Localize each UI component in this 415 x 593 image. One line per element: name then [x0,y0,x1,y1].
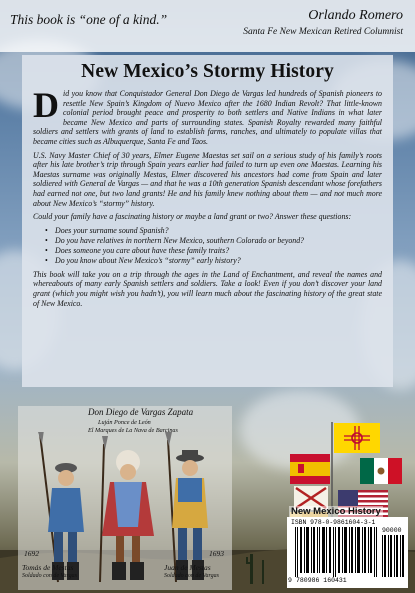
page-title: New Mexico’s Stormy History [81,61,334,82]
barcode-lead-digit: 9 [288,577,292,584]
quote-author-role: Santa Fe New Mexican Retired Columnist [243,27,403,37]
paragraph-closing: This book will take you on a trip through the ages in the Land of Enchantment, and reveal the names and whereabouts of many early Spanish settlers and soldiers. Take a look! Even if you don’t discover your land grant (which you might wish you hadn’t), you will learn much about the fascinating history of the great state of New Mexico. [33,269,382,308]
brand-label: New Mexico History [291,506,381,517]
figure-right-role: Soldado con de Vargas [164,573,219,579]
isbn-text: ISBN 978-0-9861604-3-1 [291,519,376,526]
barcode [287,517,408,588]
list-item: • Do you know about New Mexico’s “stormy” early history? [45,256,382,266]
question-list [45,226,382,266]
list-item: • Does someone you care about have these family traits? [45,246,382,256]
new-mexico-flag-icon [334,423,380,453]
drop-cap: D [33,85,59,125]
quote-text: This book is “one of a kind.” [10,12,168,27]
figure-right-name: Juan de Mestas [164,563,211,572]
figure-center-name: Don Diego de Vargas Zapata [88,407,194,417]
barcode-digits: 780986 160431 [296,577,347,584]
paragraph-story: U.S. Navy Master Chief of 30 years, Elmer Eugene Maestas set sail on a serious study of his family’s roots after his late brother’s trip through Spain years earlier had failed to turn up even one Maestas. Learning his Maestas surname was originally Mestas, Elmer discovered his ancestors had come from Spain and later soldiered with General de Vargas — and that he was a 10th generation Spanish descendant whose forefathers had earned not one, but two land grants! He and his family knew nothing about them — and not much more about New Mexico’s “stormy” history. [33,150,382,208]
figure-center-title: El Marques de La Nava de Barcinas [88,427,178,434]
figure-left-year: 1692 [24,549,39,558]
list-item: • Do you have relatives in northern New Mexico, southern Colorado or beyond? [45,236,382,246]
mexico-flag-icon [360,458,402,484]
figure-center-subtitle: Luján Ponce de León [98,419,151,426]
barcode-addon-bars-icon [382,535,404,577]
list-item: • Does your surname sound Spanish? [45,226,382,236]
paragraph-intro-text: id you know that Conquistador General Don Diego de Vargas led hundreds of Spanish pioneers to resettle New Spain’s Kingdom of Nuevo Mexico after the 1680 Indian Revolt? That little-known colonial period brought peace and prosperity to both settlers and Native Indians in what later became New Mexico and parts of surrounding states. Spanish Royalty rewarded many faithful soldiers and settlers with grants of land to establish farms, ranches, and ultimately to populate villas that became cities such as Albuquerque, Santa Fe and Taos. [33,89,382,146]
paragraph-intro [33,85,382,147]
quote-author: Orlando Romero [308,8,403,23]
barcode-bars-icon [295,527,379,577]
figure-left-name: Tomás de Mestas [22,563,74,572]
description-panel [22,55,393,387]
paragraph-question: Could your family have a fascinating history or maybe a land grant or two? Answer these questions: [33,212,352,222]
spain-flag-icon [290,454,330,484]
figure-left-role: Soldado con de Vargas [22,573,77,579]
figure-right-year: 1693 [209,549,224,558]
barcode-price-code: 90000 [382,527,402,534]
